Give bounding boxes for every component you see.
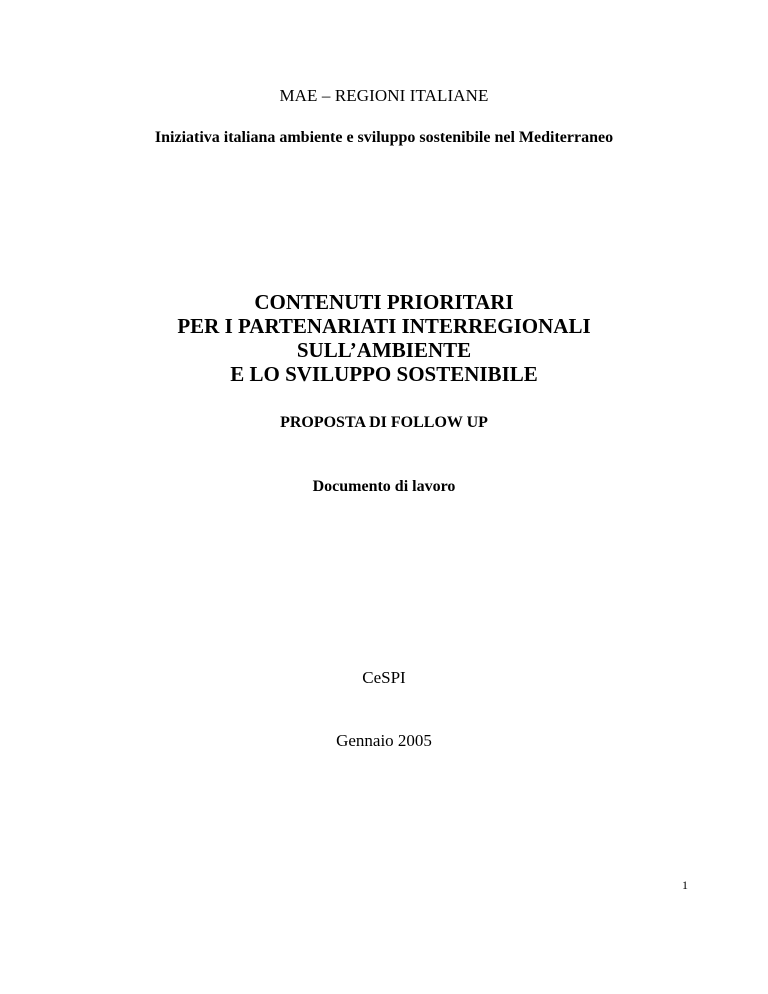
page-number: 1: [682, 878, 688, 892]
title-line-3: SULL’AMBIENTE: [296, 338, 472, 362]
header-organization: MAE – REGIONI ITALIANE: [279, 86, 489, 105]
document-date: Gennaio 2005: [336, 731, 432, 750]
document-title: [0, 290, 768, 386]
document-type: Documento di lavoro: [312, 478, 456, 495]
title-line-1: CONTENUTI PRIORITARI: [254, 290, 514, 314]
document-author: CeSPI: [362, 668, 406, 687]
document-subtitle: PROPOSTA DI FOLLOW UP: [280, 414, 488, 431]
title-line-4: E LO SVILUPPO SOSTENIBILE: [230, 362, 538, 386]
header-initiative: Iniziativa italiana ambiente e sviluppo sostenibile nel Mediterraneo: [154, 129, 614, 146]
title-line-2: PER I PARTENARIATI INTERREGIONALI: [177, 314, 591, 338]
